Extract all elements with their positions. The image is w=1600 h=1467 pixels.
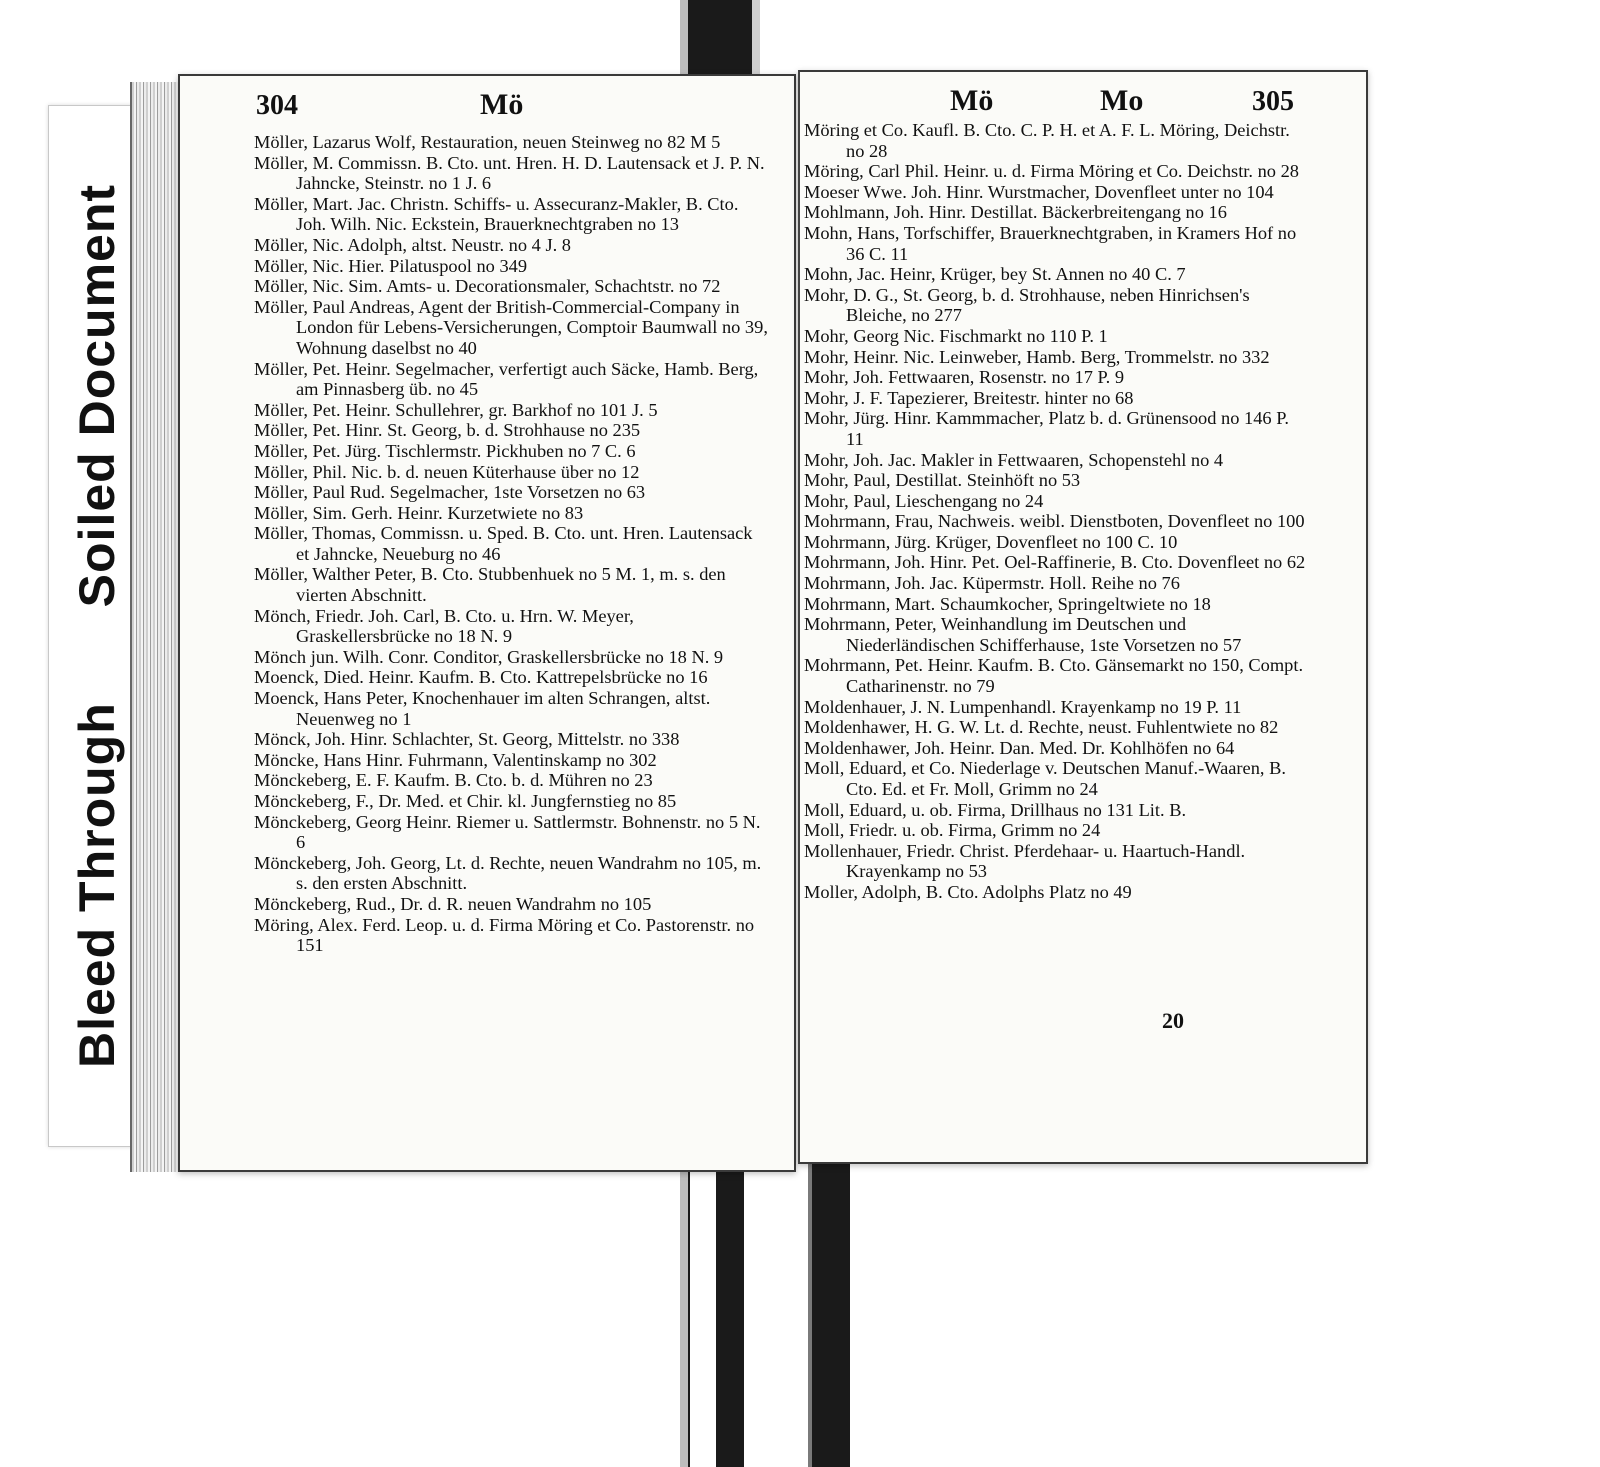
- directory-entry: Möller, Nic. Sim. Amts- u. Decorationsmaler, Schachtstr. no 72: [254, 276, 721, 297]
- right-entries-list: [800, 120, 1366, 903]
- left-page: [178, 74, 796, 1172]
- directory-entry: Mönckeberg, E. F. Kaufm. B. Cto. b. d. Mühren no 23: [254, 770, 653, 791]
- side-label-word-through: Through: [69, 702, 125, 912]
- directory-entry: Mönckeberg, Rud., Dr. d. R. neuen Wandrahm no 105: [254, 893, 652, 914]
- directory-entry: Moldenhawer, Joh. Heinr. Dan. Med. Dr. Kohlhöfen no 64: [804, 737, 1235, 758]
- directory-entry: Mohlmann, Joh. Hinr. Destillat. Bäckerbreitengang no 16: [804, 202, 1227, 223]
- directory-entry: Mönch jun. Wilh. Conr. Conditor, Graskellersbrücke no 18 N. 9: [254, 646, 724, 667]
- directory-entry: Möller, Walther Peter, B. Cto. Stubbenhuek no 5 M. 1, m. s. den vierten Abschnitt.: [254, 564, 731, 606]
- directory-entry: Mohr, Paul, Lieschengang no 24: [804, 490, 1044, 511]
- directory-entry: Möller, Phil. Nic. b. d. neuen Küterhause über no 12: [254, 461, 640, 482]
- directory-entry: Möller, Mart. Jac. Christn. Schiffs- u. Assecuranz-Makler, B. Cto. Joh. Wilh. Nic. Eckstein, Brauerknechtgraben no 13: [254, 193, 744, 235]
- left-page-header: [180, 76, 794, 124]
- directory-entry: Mollenhauer, Friedr. Christ. Pferdehaar- u. Haartuch-Handl. Krayenkamp no 53: [804, 840, 1250, 882]
- directory-entry: Moenck, Died. Heinr. Kaufm. B. Cto. Kattrepelsbrücke no 16: [254, 667, 708, 688]
- left-entries-list: [180, 132, 794, 956]
- directory-entry: Mönckeberg, Joh. Georg, Lt. d. Rechte, neuen Wandrahm no 105, m. s. den ersten Abschnitt.: [254, 852, 766, 894]
- directory-entry: Möller, Pet. Jürg. Tischlermstr. Pickhuben no 7 C. 6: [254, 440, 636, 461]
- directory-entry: Moll, Friedr. u. ob. Firma, Grimm no 24: [804, 820, 1101, 841]
- directory-entry: Möller, Thomas, Commissn. u. Sped. B. Cto. unt. Hren. Lautensack et Jahncke, Neueburg no 46: [254, 523, 758, 564]
- directory-entry: Mohrmann, Joh. Jac. Küpermstr. Holl. Reihe no 76: [804, 573, 1180, 594]
- directory-entry: Mohrmann, Frau, Nachweis. weibl. Dienstboten, Dovenfleet no 100: [804, 511, 1305, 532]
- directory-entry: Möller, Paul Andreas, Agent der British-Commercial-Company in London für Lebens-Versicherungen, Comptoir Baumwall no 39, Wohnung daselbst no 40: [254, 296, 773, 358]
- directory-entry: Mohr, Georg Nic. Fischmarkt no 110 P. 1: [804, 325, 1108, 346]
- directory-entry: Möller, Sim. Gerh. Heinr. Kurzetwiete no 83: [254, 502, 584, 523]
- directory-entry: Moll, Eduard, u. ob. Firma, Drillhaus no 131 Lit. B.: [804, 799, 1187, 820]
- directory-entry: Mohr, Joh. Jac. Makler in Fettwaaren, Schopenstehl no 4: [804, 449, 1224, 470]
- page-stack-edge: [130, 82, 184, 1172]
- directory-entry: Mohrmann, Joh. Hinr. Pet. Oel-Raffinerie, B. Cto. Dovenfleet no 62: [804, 552, 1306, 573]
- directory-entry: Mönck, Joh. Hinr. Schlachter, St. Georg, Mittelstr. no 338: [254, 729, 680, 750]
- directory-entry: Möller, Paul Rud. Segelmacher, 1ste Vorsetzen no 63: [254, 482, 646, 503]
- directory-entry: Mohrmann, Mart. Schaumkocher, Springeltwiete no 18: [804, 593, 1211, 614]
- right-page: [798, 70, 1368, 1164]
- directory-entry: Moenck, Hans Peter, Knochenhauer im alten Schrangen, altst. Neuenweg no 1: [254, 688, 715, 729]
- directory-entry: Moeser Wwe. Joh. Hinr. Wurstmacher, Dovenfleet unter no 104: [804, 181, 1274, 202]
- directory-entry: Möller, Pet. Hinr. St. Georg, b. d. Strohhause no 235: [254, 420, 641, 441]
- directory-entry: Möller, Pet. Heinr. Segelmacher, verfertigt auch Säcke, Hamb. Berg, am Pinnasberg üb. no 45: [254, 358, 763, 400]
- directory-entry: Moll, Eduard, et Co. Niederlage v. Deutschen Manuf.-Waaren, B. Cto. Ed. et Fr. Moll, Grimm no 24: [804, 758, 1291, 799]
- directory-entry: Möller, Lazarus Wolf, Restauration, neuen Steinweg no 82 M 5: [254, 132, 721, 152]
- directory-entry: Mohr, Heinr. Nic. Leinweber, Hamb. Berg, Trommelstr. no 332: [804, 346, 1270, 367]
- directory-entry: Möring, Carl Phil. Heinr. u. d. Firma Möring et Co. Deichstr. no 28: [804, 161, 1299, 182]
- right-page-number: 305: [1252, 86, 1294, 117]
- left-page-header-letters: Mö: [480, 88, 524, 121]
- directory-entry: Möring, Alex. Ferd. Leop. u. d. Firma Möring et Co. Pastorenstr. no 151: [254, 914, 759, 956]
- directory-entry: Möller, Nic. Hier. Pilatuspool no 349: [254, 255, 528, 276]
- directory-entry: Mönch, Friedr. Joh. Carl, B. Cto. u. Hrn. W. Meyer, Graskellersbrücke no 18 N. 9: [254, 605, 639, 647]
- directory-entry: Moldenhauer, J. N. Lumpenhandl. Krayenkamp no 19 P. 11: [804, 696, 1242, 717]
- directory-entry: Mohr, Paul, Destillat. Steinhöft no 53: [804, 470, 1081, 491]
- directory-entry: Mönckeberg, Georg Heinr. Riemer u. Sattlermstr. Bohnenstr. no 5 N. 6: [254, 811, 766, 853]
- directory-entry: Mohr, D. G., St. Georg, b. d. Strohhause, neben Hinrichsen's Bleiche, no 277: [804, 284, 1255, 326]
- directory-entry: Mohr, Joh. Fettwaaren, Rosenstr. no 17 P. 9: [804, 367, 1125, 388]
- directory-entry: Möncke, Hans Hinr. Fuhrmann, Valentinskamp no 302: [254, 749, 657, 770]
- directory-entry: Mohrmann, Pet. Heinr. Kaufm. B. Cto. Gänsemarkt no 150, Compt. Catharinenstr. no 79: [804, 655, 1308, 697]
- directory-entry: Moller, Adolph, B. Cto. Adolphs Platz no 49: [804, 881, 1132, 902]
- side-label-text: [68, 184, 126, 1068]
- left-page-number: 304: [256, 90, 298, 121]
- right-page-header-right: Mo: [1100, 84, 1144, 117]
- directory-entry: Moldenhawer, H. G. W. Lt. d. Rechte, neust. Fuhlentwiete no 82: [804, 717, 1279, 738]
- signature-mark: 20: [1162, 1008, 1184, 1033]
- directory-entry: Mohrmann, Peter, Weinhandlung im Deutschen und Niederländischen Schifferhause, 1ste Vorsetzen no 57: [804, 614, 1242, 655]
- directory-entry: Mohn, Hans, Torfschiffer, Brauerknechtgraben, in Kramers Hof no 36 C. 11: [804, 222, 1301, 264]
- directory-entry: Mohr, J. F. Tapezierer, Breitestr. hinter no 68: [804, 387, 1134, 408]
- directory-entry: Möring et Co. Kaufl. B. Cto. C. P. H. et A. F. L. Möring, Deichstr. no 28: [804, 120, 1295, 161]
- directory-entry: Mohr, Jürg. Hinr. Kammmacher, Platz b. d. Grünensood no 146 P. 11: [804, 408, 1294, 449]
- directory-entry: Möller, M. Commissn. B. Cto. unt. Hren. H. D. Lautensack et J. P. N. Jahncke, Steinstr. no 1 J. 6: [254, 152, 770, 194]
- binding-shadow: [690, 1160, 860, 1467]
- directory-entry: Mohrmann, Jürg. Krüger, Dovenfleet no 100 C. 10: [804, 531, 1178, 552]
- side-label-word-soiled: Soiled Document: [69, 183, 125, 608]
- directory-entry: Möller, Pet. Heinr. Schullehrer, gr. Barkhof no 101 J. 5: [254, 399, 658, 420]
- right-page-header: [800, 72, 1366, 120]
- right-page-header-left: Mö: [950, 84, 994, 117]
- directory-entry: Möller, Nic. Adolph, altst. Neustr. no 4 J. 8: [254, 234, 571, 255]
- directory-entry: Mönckeberg, F., Dr. Med. et Chir. kl. Jungfernstieg no 85: [254, 791, 677, 811]
- side-label-word-bleed: Bleed: [69, 926, 125, 1069]
- directory-entry: Mohn, Jac. Heinr, Krüger, bey St. Annen no 40 C. 7: [804, 264, 1186, 285]
